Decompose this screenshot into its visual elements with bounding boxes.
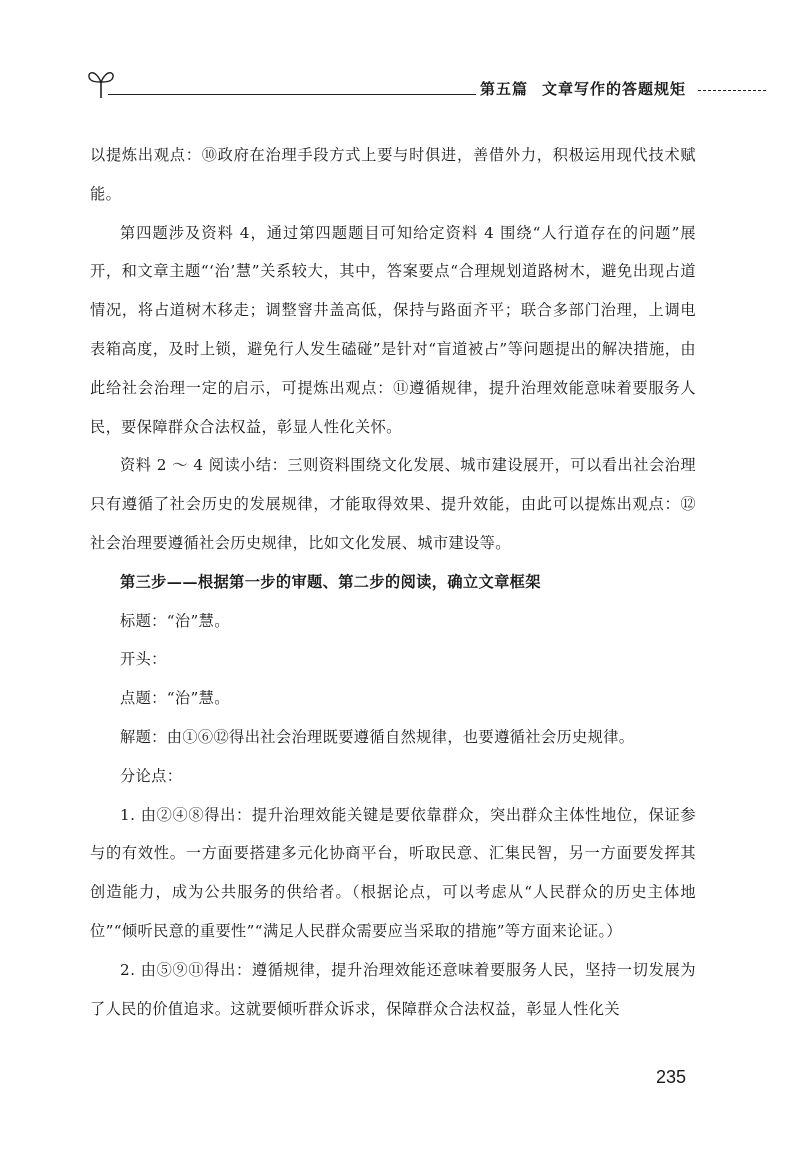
chapter-number: 第五篇 — [480, 80, 529, 98]
theme-line: 点题：“治”慧。 — [120, 689, 230, 708]
body-text — [90, 136, 696, 1028]
explanation-line: 解题：由①⑥⑫得出社会治理既要遵循自然规律，也要遵循社会历史规律。 — [120, 727, 635, 746]
chapter-title: 文章写作的答题规矩 — [542, 80, 687, 98]
step-three-heading: 第三步——根据第一步的审题、第二步的阅读，确立文章框架 — [120, 572, 541, 591]
sub-argument-2: 2. 由⑤⑨⑪得出：遵循规律，提升治理效能还意味着要服务人民，坚持一切发展为了人民的价值追求。这就要倾听群众诉求，保障群众合法权益，彰显人性化关 — [90, 960, 696, 1018]
title-line: 标题：“治”慧。 — [120, 611, 230, 630]
sub-arguments-label: 分论点： — [120, 766, 183, 785]
opening-label: 开头： — [120, 650, 167, 669]
page-number: 235 — [656, 1067, 687, 1087]
sprout-icon — [86, 66, 116, 102]
running-header — [86, 66, 766, 106]
header-rule-right — [698, 90, 766, 91]
paragraph-material-4: 第四题涉及资料 4，通过第四题题目可知给定资料 4 围绕“人行道存在的问题”展开，和文章主题“‘治’慧”关系较大，其中，答案要点“合理规划道路树木，避免出现占道情况，将占道树木移走；调整窨井盖高低，保持与路面齐平；联合多部门治理，上调电表箱高度，及时上锁，避免行人发生磕碰”是针对“盲道被占”等问题提出的解决措施，由此给社会治理一定的启示，可提炼出观点：⑪遵循规律，提升治理效能意味着要服务人民，要保障群众合法权益，彰显人性化关怀。 — [90, 223, 696, 436]
paragraph-reading-summary: 资料 2 ～ 4 阅读小结：三则资料围绕文化发展、城市建设展开，可以看出社会治理只有遵循了社会历史的发展规律，才能取得效果、提升效能，由此可以提炼出观点：⑫社会治理要遵循社会历史规律，比如文化发展、城市建设等。 — [90, 456, 696, 552]
chapter-heading — [476, 78, 690, 99]
sub-argument-1: 1. 由②④⑧得出：提升治理效能关键是要依靠群众，突出群众主体性地位，保证参与的有效性。一方面要搭建多元化协商平台，听取民意、汇集民智，另一方面要发挥其创造能力，成为公共服务的供给者。（根据论点，可以考虑从“人民群众的历史主体地位”“倾听民意的重要性”“满足人民群众需要应当采取的措施”等方面来论证。） — [90, 805, 696, 940]
paragraph-continued: 以提炼出观点：⑩政府在治理手段方式上要与时俱进，善借外力，积极运用现代技术赋能。 — [90, 146, 696, 203]
